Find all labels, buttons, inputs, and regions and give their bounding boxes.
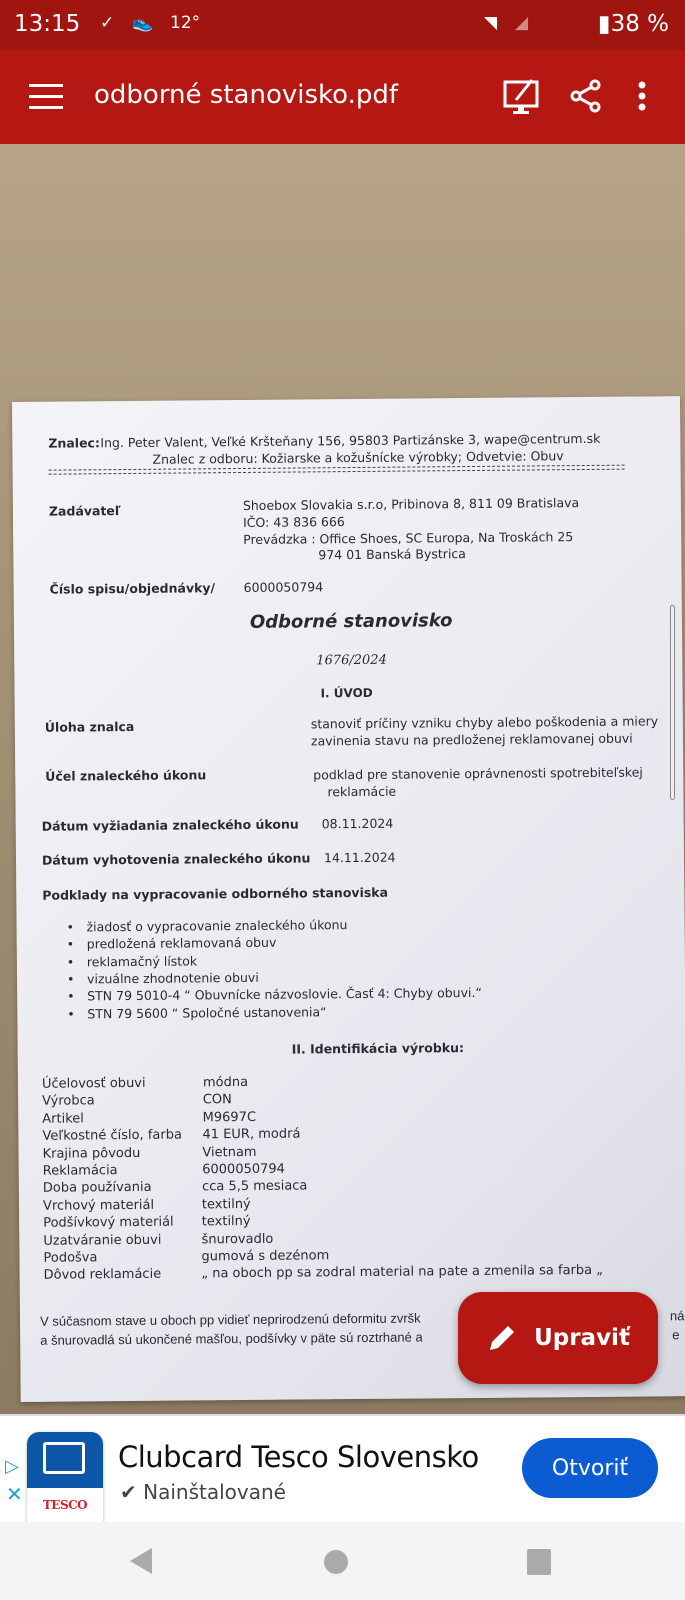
annotate-button[interactable] — [500, 74, 544, 118]
open-app-button[interactable]: Otvoriť — [522, 1438, 658, 1498]
identification-value: M9697C — [202, 1109, 257, 1126]
basis-item: STN 79 5010-4 “ Obuvnícke názvoslovie. Časť 4: Chyby obuvi.“ — [87, 985, 482, 1004]
identification-label: Výrobca — [42, 1093, 95, 1110]
identification-label: Uzatváranie obuvi — [43, 1232, 162, 1249]
date-request-value: 08.11.2024 — [321, 815, 394, 832]
app-bar — [0, 50, 685, 144]
document-number: 1676/2024 — [316, 652, 387, 669]
paragraph-line: e — [672, 1327, 680, 1343]
expert-label: Znalec: — [48, 435, 101, 451]
paragraph-line: ná — [669, 1308, 685, 1324]
identification-label: Podošva — [43, 1250, 98, 1266]
identification-label: Veľkostné číslo, farba — [42, 1127, 182, 1144]
battery-icon: ▮ — [597, 11, 611, 37]
document-page — [12, 396, 685, 1402]
identification-value: textilný — [201, 1214, 251, 1230]
identification-value: Vietnam — [202, 1144, 257, 1160]
navigation-bar — [0, 1522, 685, 1600]
bullet-icon: • — [66, 971, 75, 987]
clock: 13:15 — [14, 11, 81, 37]
bullet-icon: • — [67, 1005, 75, 1022]
task-line: zavinenia stavu na predloženej reklamovanej obuvi — [310, 730, 633, 749]
basis-item: žiadosť o vypracovanie znaleckého úkonu — [86, 917, 348, 935]
tesco-logo-text: TESCO — [27, 1488, 103, 1532]
purpose-line: reklamácie — [327, 783, 397, 800]
edit-button[interactable] — [458, 1292, 658, 1384]
identification-label: Artikel — [42, 1111, 84, 1127]
battery-percent: 38 % — [610, 11, 669, 37]
date-made-value: 14.11.2024 — [323, 849, 396, 866]
client-label: Zadávateľ — [48, 503, 121, 519]
close-ad-icon[interactable]: ✕ — [6, 1484, 23, 1506]
hamburger-icon — [29, 82, 63, 110]
identification-label: Dôvod reklamácie — [43, 1267, 162, 1284]
document-title: odborné stanovisko.pdf — [94, 80, 399, 110]
identification-label: Krajina pôvodu — [42, 1145, 141, 1162]
identification-value: CON — [202, 1092, 232, 1108]
pencil-icon — [486, 1322, 518, 1354]
paragraph-line: a šnurovadlá sú ukončené mašľou, podšívky v päte sú roztrhané a — [40, 1329, 423, 1348]
identification-value: šnurovadlo — [201, 1231, 274, 1247]
client-line: Shoebox Slovakia s.r.o, Pribinova 8, 811 09 Bratislava — [242, 495, 580, 513]
basis-item: predložená reklamovaná obuv — [86, 935, 277, 952]
client-line: IČO: 43 836 666 — [242, 514, 345, 530]
ad-install-status — [120, 1480, 286, 1504]
purpose-label: Účel znaleckého úkonu — [45, 767, 207, 784]
identification-label: Účelovosť obuvi — [41, 1075, 146, 1092]
client-line: 974 01 Banská Bystrica — [318, 546, 466, 563]
signal-icon: ◢ — [515, 13, 529, 33]
identification-value: gumová s dezénom — [201, 1248, 330, 1265]
menu-button[interactable] — [24, 74, 68, 118]
ad-app-name[interactable]: Clubcard Tesco Slovensko — [118, 1440, 479, 1474]
ad-banner[interactable] — [0, 1414, 685, 1522]
wifi-icon: ◥ — [484, 13, 498, 33]
identification-label: Podšívkový materiál — [43, 1214, 174, 1231]
identification-label: Reklamácia — [42, 1163, 118, 1179]
identification-value: cca 5,5 mesiaca — [201, 1178, 308, 1195]
download-done-icon: ✓ — [100, 13, 115, 33]
date-made-label: Dátum vyhotovenia znaleckého úkonu — [41, 850, 311, 868]
paragraph-line: V súčasnom stave u oboch pp vidieť neprirodzenú deformitu zvršk — [39, 1310, 421, 1329]
task-label: Úloha znalca — [44, 718, 135, 735]
basis-item: vizuálne zhodnotenie obuvi — [86, 969, 259, 987]
identification-value: 41 EUR, modrá — [202, 1126, 301, 1143]
tesco-app-logo — [27, 1432, 103, 1532]
purpose-line: podklad pre stanovenie oprávnenosti spotrebiteľskej — [313, 764, 643, 783]
date-request-label: Dátum vyžiadania znaleckého úkonu — [41, 816, 299, 834]
bullet-icon: • — [66, 936, 75, 952]
installed-check-icon: ✔ — [120, 1480, 137, 1504]
identification-value: textilný — [201, 1196, 251, 1213]
section-heading: II. Identifikácia výrobku: — [291, 1040, 465, 1057]
bullet-icon: • — [66, 954, 75, 970]
share-button[interactable] — [564, 74, 608, 118]
recents-icon[interactable] — [526, 1548, 552, 1576]
ad-status-text: Nainštalované — [143, 1480, 286, 1504]
more-options-button[interactable] — [620, 74, 664, 118]
basis-item: STN 79 5600 “ Spoločné ustanovenia“ — [87, 1003, 327, 1021]
identification-label: Vrchový materiál — [42, 1197, 155, 1214]
screen-edit-icon — [502, 76, 542, 116]
identification-value: 6000050794 — [202, 1161, 285, 1178]
section-heading: I. ÚVOD — [320, 685, 373, 701]
battery — [598, 11, 669, 37]
share-icon — [569, 79, 603, 113]
document-heading: Odborné stanovisko — [249, 610, 453, 633]
order-value: 6000050794 — [243, 579, 324, 595]
home-icon[interactable] — [322, 1548, 350, 1576]
order-label: Číslo spisu/objednávky/ — [49, 580, 216, 597]
identification-label: Doba používania — [42, 1180, 152, 1197]
basis-item: reklamačný lístok — [86, 953, 198, 969]
basis-label: Podklady na vypracovanie odborného stanoviska — [42, 884, 389, 903]
edit-label: Upraviť — [534, 1325, 630, 1351]
more-vert-icon — [638, 81, 646, 111]
adchoices-icon[interactable]: ▷ — [5, 1456, 19, 1476]
status-bar — [0, 0, 685, 50]
bullet-icon: • — [66, 919, 75, 935]
task-line: stanoviť príčiny vzniku chyby alebo poškodenia a miery — [310, 713, 659, 732]
scrollbar[interactable] — [670, 605, 675, 800]
bullet-icon: • — [67, 988, 75, 1004]
pdf-viewer[interactable] — [0, 144, 685, 1414]
expert-line: Ing. Peter Valent, Veľké Kršteňany 156, 95803 Partizánske 3, wape@centrum.sk — [100, 430, 601, 451]
temperature: 12° — [170, 13, 201, 33]
back-icon[interactable] — [128, 1546, 154, 1576]
expert-field: Znalec z odboru: Kožiarske a kožušnícke výrobky; Odvetvie: Obuv — [152, 448, 564, 467]
client-line: Prevádzka : Office Shoes, SC Europa, Na Troskách 25 — [243, 529, 574, 547]
shoe-icon: 👟 — [132, 13, 154, 33]
identification-value: „ na oboch pp sa zodral material na pate a zmenila sa farba „ — [201, 1263, 604, 1282]
identification-value: módna — [202, 1074, 249, 1091]
